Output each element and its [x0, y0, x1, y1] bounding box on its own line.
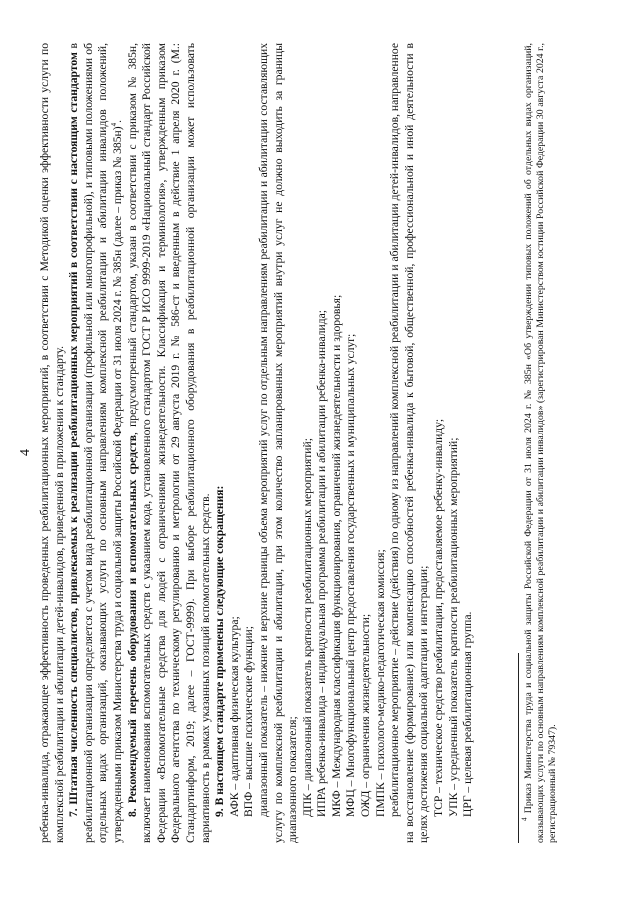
abbreviation-list — [228, 43, 476, 843]
section-7-text: в реабилитационной организации определяется с учетом вида реабилитационной организации (профильной или многопрофильной), и типовыми положениями об отдельных видах организаций, оказывающих услуги по основным направлениям комплексной реабилитации и абилитации инвалидов положений, утвержденными приказом Министерства труда и социальной защиты Российской Федерации от 31 июля 2024 г. № 385н (далее – приказ № 385н) — [67, 43, 124, 843]
section-8-text: , предусмотренный стандартом, указан в соответствии с приказом № 385н, включает наименования вспомогательных средств с указанием кода, установленного стандартом ГОСТ Р ИСО 9999-2019 «Национальный стандарт Российской Федерации «Вспомогательные средства для людей с ограничениями жизнедеятельности. Классификация и терминология», утвержденным приказом Федерального агентства по техническому регулированию и метрологии от 29 августа 2019 г. № 586-ст и введенным в действие 1 апреля 2020 г. (М.: Стандартинформ, 2019; далее – ГОСТ-9999). При выборе реабилитационного оборудования в реабилитационной организации может использовать вариативность в рамках указанных позиций вспомогательных средств. — [125, 43, 212, 843]
abbreviation-item: ИПРА ребенка-инвалида – индивидуальная программа реабилитации и абилитации ребенка-инвалида; — [315, 310, 329, 817]
abbreviation-item: МФЦ – Многофункциональный центр предоставления государственных и муниципальных услуг; — [344, 333, 358, 817]
abbreviation-item: диапазонный показатель – нижние и верхние границы объема мероприятий услуг по отдельным направлениям реабилитации и абилитации составляющих услугу по комплексной реабилитации и абилитации, при этом количество запланированных мероприятий внутри услуг не должно выходить за границы диапазонного показателя; — [256, 43, 300, 843]
section-8-heading: 8. Рекомендуемый перечень оборудования и вспомогательных средств — [125, 434, 139, 817]
section-7-heading: 7. Штатная численность специалистов, привлекаемых к реализации реабилитационных мероприятий в соответствии с настоящим стандартом — [67, 52, 81, 817]
abbreviation-item: ЦРГ – целевая реабилитационная группа. — [461, 611, 475, 817]
document-body — [38, 43, 476, 843]
section-9-heading — [213, 43, 228, 843]
section-7-end: . — [110, 120, 124, 123]
page-number: 4 — [18, 449, 33, 456]
abbreviation-item: ВПФ – высшие психические функции; — [242, 626, 256, 817]
footnote-text — [520, 43, 559, 843]
section-9-heading-start: 9. В настоящем стандарте применены следующие — [213, 553, 227, 817]
section-8-paragraph — [126, 43, 214, 843]
abbreviation-item: ТСР – техническое средство реабилитации, предоставляемое ребенку-инвалиду; — [432, 418, 446, 817]
abbreviation-item: ПМПК – психолого-медико-педагогическая комиссия; — [373, 549, 387, 817]
footnote-reference: 4 — [110, 122, 119, 127]
abbreviation-item: МКФ – Международная классификация функционирования, ограничений жизнедеятельности и здоровья; — [329, 294, 343, 817]
abbreviation-item: ДПК – диапазонный показатель кратности реабилитационных мероприятий; — [300, 438, 314, 817]
abbreviation-item: реабилитационное мероприятие – действие (действия) по одному из направлений комплексной реабилитации и абилитации детей-инвалидов, направленное на восстановление (формирование) или компенсацию способностей ребенка-инвалида к бытовой, общественной, профессиональной и иной деятельности в целях достижения социальной адаптации и интеграции; — [388, 43, 431, 843]
abbreviation-item: ОЖД – ограничения жизнедеятельности; — [359, 613, 373, 817]
abbreviation-item: УПК – усредненный показатель кратности реабилитационных мероприятий; — [446, 437, 460, 817]
footnote-body: Приказ Министерства труда и социальной защиты Российской Федерации от 31 июля 2024 г. № 385н «Об утверждении типовых положений об отдельных видах организаций, оказывающих услуги по основным направлениям комплексной реабилитации и абилитации инвалидов» (зарегистрирован Министерством юстиции Российской Федерации 30 августа 2024 г., регистрационный № 79347). — [523, 43, 558, 843]
abbreviation-item: АФК – адаптивная физическая культура; — [227, 616, 241, 817]
footnote — [518, 43, 559, 843]
section-7-paragraph — [67, 43, 125, 843]
intro-paragraph: ребенка-инвалида, отражающее эффективность проведенных реабилитационных мероприятий, в соответствии с Методикой оценки эффективности услуги по комплексной реабилитации и абилитации детей-инвалидов, приведенной в приложении к стандарту. — [38, 43, 66, 843]
footnote-mark: 4 — [520, 817, 529, 821]
footnote-divider — [518, 653, 519, 843]
section-9-heading-end: сокращения: — [213, 485, 227, 554]
